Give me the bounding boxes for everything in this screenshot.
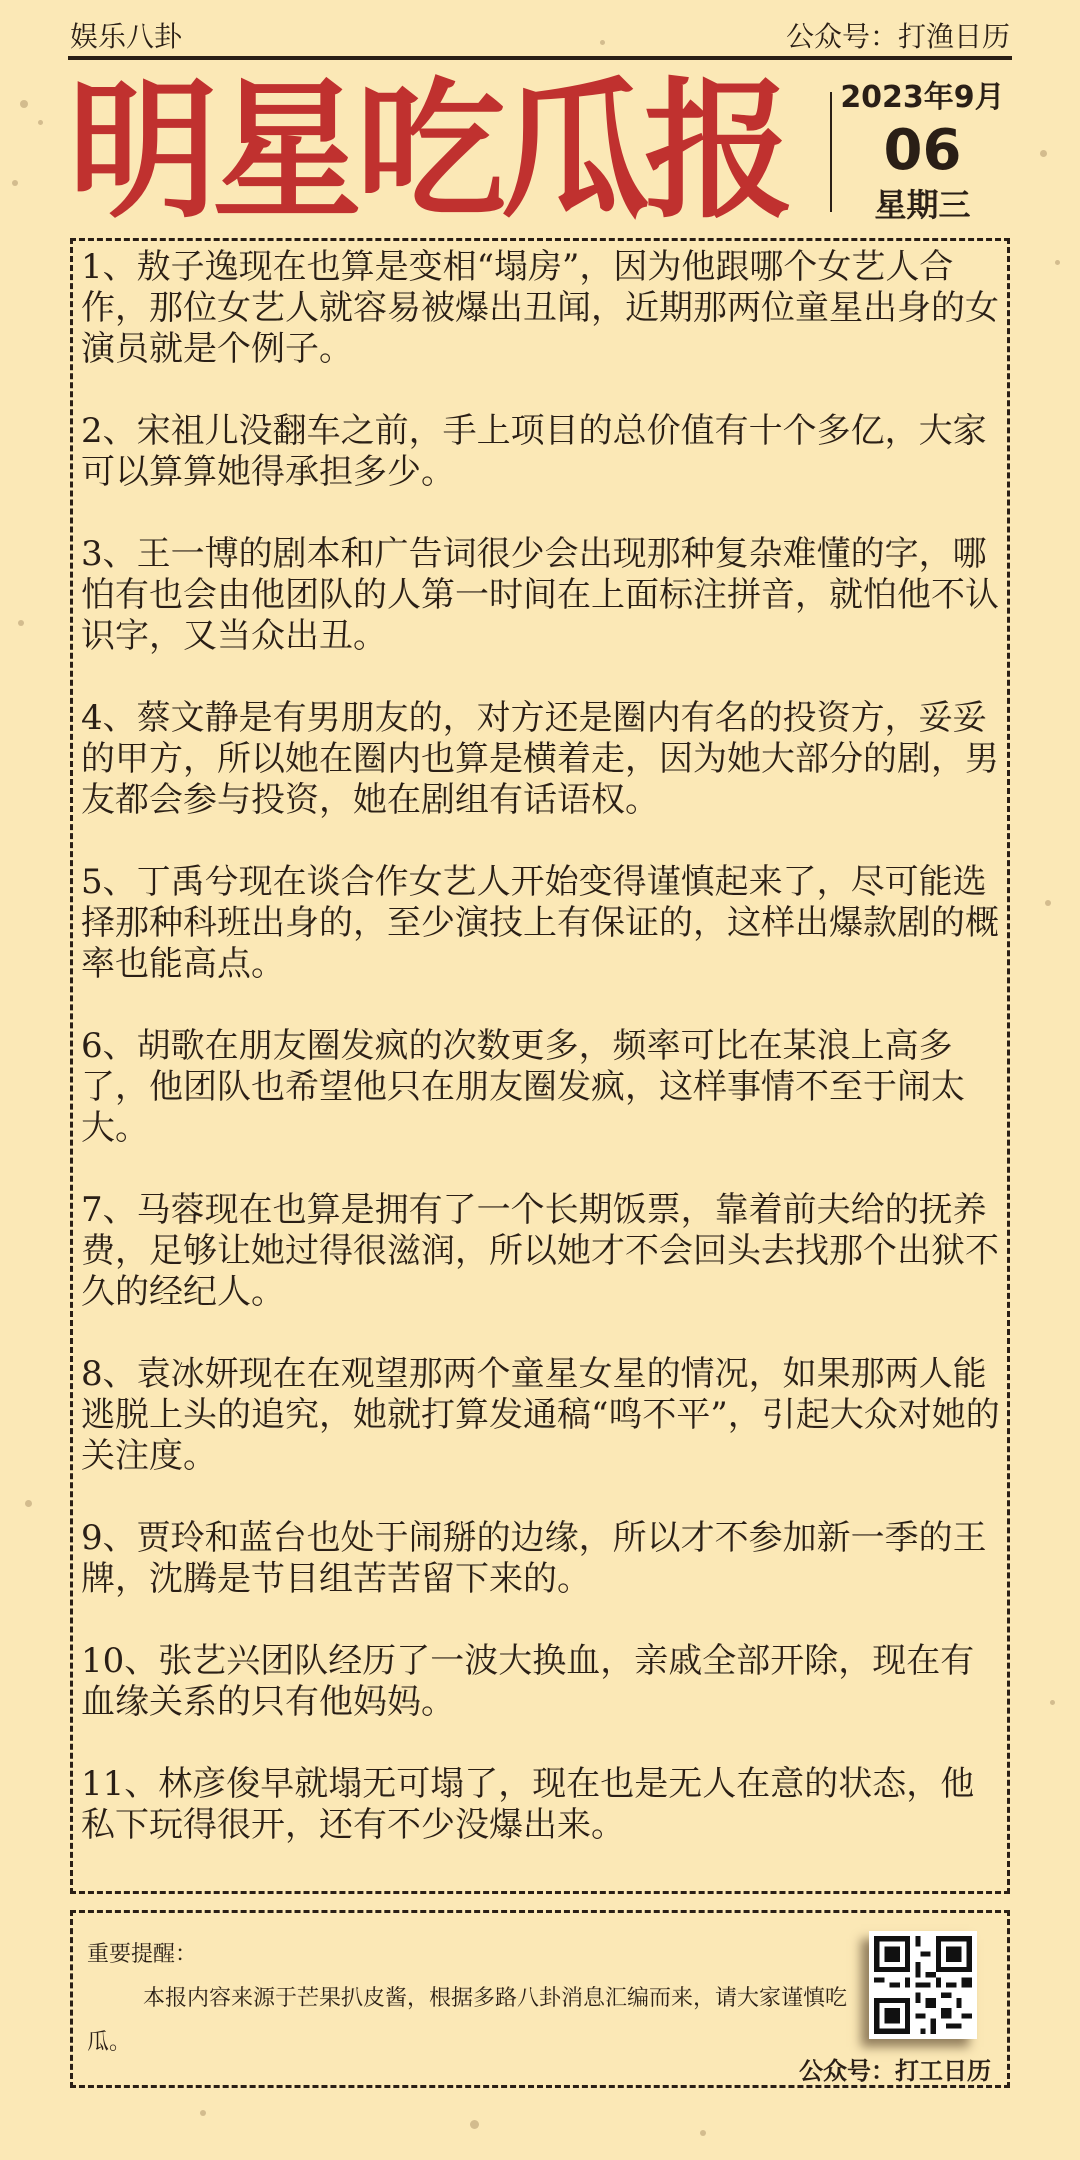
footer-account-label: 公众号：打工日历 xyxy=(799,2057,991,2085)
gossip-item: 2、宋祖儿没翻车之前，手上项目的总价值有十个多亿，大家可以算算她得承担多少。 xyxy=(81,411,987,492)
gossip-item: 4、蔡文静是有男朋友的，对方还是圈内有名的投资方，妥妥的甲方，所以她在圈内也算是横着走，因为她大部分的剧，男友都会参与投资，她在剧组有话语权。 xyxy=(81,698,999,820)
gossip-item: 11、林彦俊早就塌无可塌了，现在也是无人在意的状态，他私下玩得很开，还有不少没爆出来。 xyxy=(81,1764,975,1845)
gossip-list xyxy=(70,238,1010,1894)
date-day: 06 xyxy=(883,118,962,183)
gossip-item: 1、敖子逸现在也算是变相“塌房”，因为他跟哪个女艺人合作，那位女艺人就容易被爆出丑闻，近期那两位童星出身的女演员就是个例子。 xyxy=(81,247,999,369)
qr-code-icon[interactable] xyxy=(869,1931,977,2039)
gossip-item: 3、王一博的剧本和广告词很少会出现那种复杂难懂的字，哪怕有也会由他团队的人第一时间在上面标注拼音，就怕他不认识字，又当众出丑。 xyxy=(81,534,999,656)
masthead-divider xyxy=(830,92,832,212)
gossip-item: 9、贾玲和蓝台也处于闹掰的边缘，所以才不参加新一季的王牌，沈腾是节目组苦苦留下来的。 xyxy=(81,1518,987,1599)
section-label: 娱乐八卦 xyxy=(70,20,183,53)
notice-title: 重要提醒： xyxy=(87,1942,198,1967)
date-year-month: 2023年9月 xyxy=(840,80,1005,115)
top-divider xyxy=(68,56,1012,60)
date-block xyxy=(835,78,1010,226)
top-bar xyxy=(70,14,1010,56)
notice-text: 本报内容来源于芒果扒皮酱，根据多路八卦消息汇编而来，请大家谨慎吃瓜。 xyxy=(87,1986,848,2055)
footer-notice xyxy=(70,1910,1010,2088)
gossip-item: 5、丁禹兮现在谈合作女艺人开始变得谨慎起来了，尽可能选择那种科班出身的，至少演技上有保证的，这样出爆款剧的概率也能高点。 xyxy=(81,862,999,984)
gossip-item: 7、马蓉现在也算是拥有了一个长期饭票，靠着前夫给的抚养费，足够让她过得很滋润，所以她才不会回头去找那个出狱不久的经纪人。 xyxy=(81,1190,999,1312)
masthead-title: 明星吃瓜报 xyxy=(68,65,789,239)
gossip-item: 10、张艺兴团队经历了一波大换血，亲戚全部开除，现在有血缘关系的只有他妈妈。 xyxy=(81,1641,975,1722)
date-weekday: 星期三 xyxy=(874,186,971,224)
gossip-item: 6、胡歌在朋友圈发疯的次数更多，频率可比在某浪上高多了，他团队也希望他只在朋友圈发疯，这样事情不至于闹太大。 xyxy=(81,1026,965,1148)
gossip-item: 8、袁冰妍现在在观望那两个童星女星的情况，如果那两人能逃脱上头的追究，她就打算发通稿“鸣不平”，引起大众对她的关注度。 xyxy=(81,1354,1000,1476)
account-label: 公众号：打渔日历 xyxy=(785,20,1010,53)
